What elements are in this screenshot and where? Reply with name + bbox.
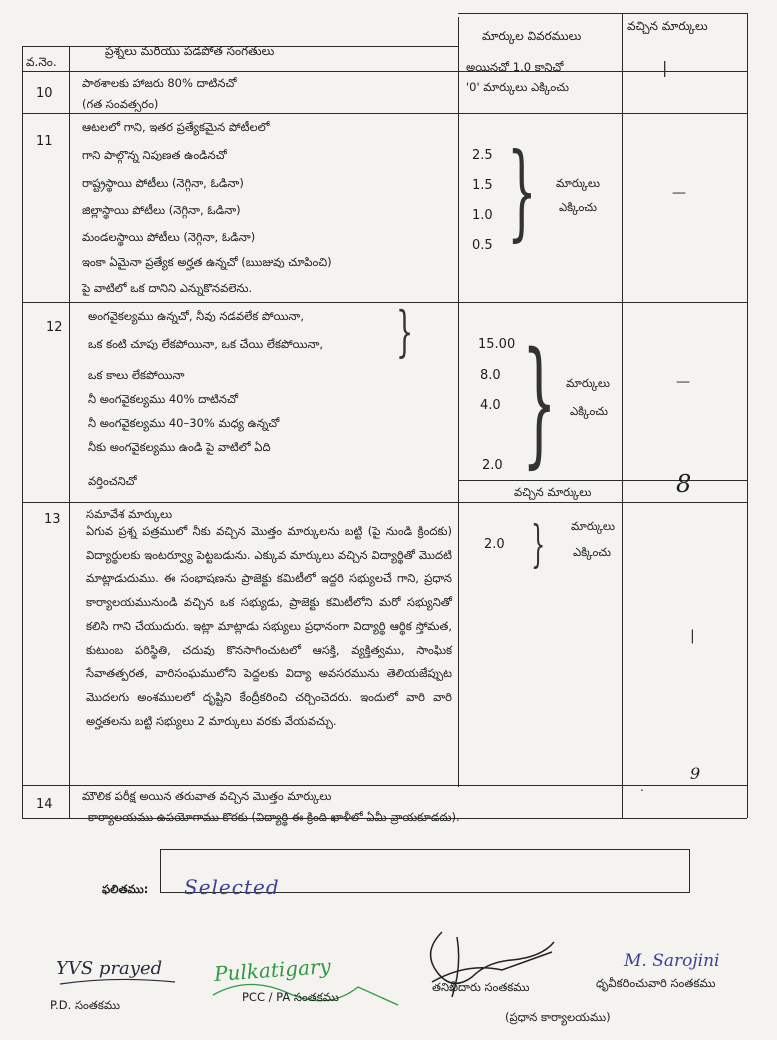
- inspector-signature-label: తనిఖీదారు సంతకము: [432, 980, 530, 994]
- row-11-marks-label-1: మార్కులు: [556, 176, 600, 190]
- row-14-text: మౌలిక పరీక్ష అయిన తరువాత వచ్చిన మొత్తం మార్కులు: [82, 789, 332, 803]
- col-divider-particulars: [458, 17, 459, 787]
- row-11-value-2: 1.5: [472, 178, 493, 193]
- row-12-number: 12: [46, 320, 63, 335]
- row-11-marks-label-2: ఎక్కించు: [559, 200, 598, 214]
- row-10-obtained: |: [662, 58, 668, 77]
- row-11-line-4: జిల్లాస్థాయి పోటీలు (నెగ్గినా, ఓడినా): [82, 203, 241, 217]
- result-value: Selected: [184, 875, 280, 899]
- row-11-brace: }: [507, 130, 537, 252]
- row-14-number: 14: [36, 797, 53, 812]
- verifier-signature: M. Sarojini: [624, 951, 720, 971]
- row-13-paragraph: ఏగువ ప్రశ్న పత్రములో నీకు వచ్చిన మొత్తం మార్కులను బట్టి (పై నుండి క్రిందకు) విద్యార్థులకు ఇంటర్వ్యూ పెట్టబడును. ఎక్కువ మార్కులు వచ్చిన విద్యార్థితో మొదటి మాట్లాడుదుము. ఈ సంభాషణను ప్రాజెక్టు కమిటీలో ఇద్దరి సభ్యులచే గాని, ప్రధాన కార్యాలయమునుండి వచ్చిన ఒక సభ్యుడు, ప్రాజెక్టు కమిటీలోని మరో సభ్యునితో కలిసి గాని చేయుదురు. ఇట్లా మాట్లాడు సభ్యులు ప్రధానంగా విద్యార్థి ఆర్థిక స్తోమత, కుటుంబ పరిస్థితి, చదువు కొనసాగించుటలో ఆసక్తి, వ్యక్తిత్వము, సాంఘిక సేవాతత్పరత, వారిసంఘములోని పెద్దలకు విద్యా అవసరమును తెలియజేప్పుట మొదలగు అంశములలో దృష్టిని కేంద్రీకరించి చర్చించెదరు. ఇందులో వారి వారి అర్హతలను బట్టి సభ్యులు 2 మార్కులు వరకు వేయవచ్చు.: [86, 524, 452, 728]
- office-use-note: కార్యాలయము ఉపయోగాము కొరకు (విద్యార్థి ఈ క్రింది ఖాళీలో ఏమీ వ్రాయకూడదు).: [88, 810, 460, 824]
- row-12-line-5: నీ అంగవైకల్యము 40–30% మధ్య ఉన్నచో: [88, 416, 280, 430]
- row-11-line-1: ఆటలలో గాని, ఇతర ప్రత్యేకమైన పోటీలలో: [82, 120, 270, 134]
- row-11-line-7: పై వాటిలో ఒక దానిని ఎన్నుకొనవలెను.: [82, 281, 253, 295]
- row-12-line-1: అంగవైకల్యము ఉన్నచో, నీవు నడవలేక పోయినా,: [88, 309, 305, 323]
- row-11-bottom-rule: [22, 302, 747, 303]
- row-12-obtained: —: [676, 374, 690, 390]
- inspector-signature-sub: (ప్రధాన కార్యాలయము): [505, 1010, 611, 1024]
- row-10-number: 10: [36, 86, 53, 101]
- row-14-total: 9: [690, 764, 701, 783]
- row-13-obtained: |: [690, 628, 695, 644]
- row-11-value-3: 1.0: [472, 208, 493, 223]
- verifier-signature-label: ధృవీకరించువారి సంతకము: [596, 976, 716, 990]
- row-13-value: 2.0: [484, 537, 505, 552]
- row-12-marks-label-2: ఎక్కించు: [570, 404, 609, 418]
- row-12-subtotal-value: 8: [676, 470, 692, 498]
- header-particulars: ప్రశ్నలు మరియు పడపోత సంగతులు: [105, 44, 275, 58]
- col-divider-sno: [69, 46, 70, 818]
- row-13-brace: }: [531, 515, 546, 573]
- row-13-title: సమావేశ మార్కులు: [86, 507, 173, 521]
- row-12-subtotal-label: వచ్చిన మార్కులు: [514, 485, 592, 499]
- row-14-dot: .: [640, 780, 644, 794]
- col-divider-marks: [622, 13, 623, 818]
- row-12-marks-label-1: మార్కులు: [566, 376, 610, 390]
- pd-signature-label: P.D. సంతకము: [50, 998, 120, 1012]
- row-12-line-3: ఒక కాలు లేకపోయినా: [88, 368, 185, 382]
- header-top-rule: [458, 13, 747, 14]
- row-12-line-7: వర్తించనిచో: [88, 474, 137, 488]
- row-11-line-5: మండలస్థాయి పోటీలు (నెగ్గినా, ఓడినా): [82, 230, 256, 244]
- row-10-marks-line-2: '0' మార్కులు ఎక్కించు: [466, 80, 569, 94]
- row-10-line-2: (గత సంవత్సరం): [82, 97, 159, 111]
- row-12-bottom-rule: [22, 502, 747, 503]
- pd-signature-underline: [55, 972, 185, 992]
- row-13-marks-label-2: ఎక్కించు: [573, 545, 612, 559]
- header-marks-obtained: వచ్చిన మార్కులు: [627, 19, 708, 33]
- row-12-brace: }: [522, 324, 557, 482]
- row-11-line-6: ఇంకా ఏమైనా ప్రత్యేక అర్హత ఉన్నచో (ఋజువు చూపించి): [82, 255, 332, 269]
- row-12-value-3: 4.0: [480, 398, 501, 413]
- table-right-border: [747, 13, 748, 818]
- row-12-line-2: ఒక కంటి చూపు లేకపోయినా, ఒక చేయి లేకపోయినా,: [88, 337, 324, 351]
- row-11-obtained: —: [672, 185, 686, 201]
- row-12-line-4: నీ అంగవైకల్యము 40% దాటినచో: [88, 392, 239, 406]
- row-13-marks-label-1: మార్కులు: [571, 519, 615, 533]
- result-label: ఫలితము:: [102, 882, 149, 896]
- row-12-small-brace: }: [396, 300, 414, 363]
- row-11-line-3: రాష్ట్రస్థాయి పోటీలు (నెగ్గినా, ఓడినా): [82, 176, 244, 190]
- header-marks-details: మార్కుల వివరములు: [482, 29, 582, 43]
- row-12-line-6: నీకు అంగవైకల్యము ఉండి పై వాటిలో ఏది: [88, 440, 271, 454]
- row-11-line-2: గాని పాల్గొన్న నిపుణత ఉండినచో: [82, 148, 227, 162]
- header-sno: వ.నెం.: [26, 55, 57, 69]
- row-10-line-1: పాఠశాలకు హాజరు 80% దాటినచో: [82, 76, 237, 90]
- row-12-value-2: 8.0: [480, 368, 501, 383]
- table-left-border: [22, 46, 23, 818]
- row-12-value-4: 2.0: [482, 458, 503, 473]
- row-11-value-4: 0.5: [472, 238, 493, 253]
- row-11-number: 11: [36, 134, 53, 149]
- header-bottom-rule: [22, 71, 747, 72]
- row-11-value-1: 2.5: [472, 148, 493, 163]
- row-10-marks-line-1: అయినచో 1.0 కానిచో: [466, 60, 564, 74]
- row-12-value-1: 15.00: [478, 337, 516, 352]
- pcc-signature-label: PCC / PA సంతకము: [242, 990, 339, 1004]
- row-12-subtotal-rule: [458, 480, 747, 481]
- pcc-signature: Pulkatigary: [213, 953, 332, 987]
- pd-signature: YVS prayed: [56, 958, 163, 979]
- row-13-number: 13: [44, 512, 61, 527]
- row-13-bottom-rule: [22, 785, 747, 786]
